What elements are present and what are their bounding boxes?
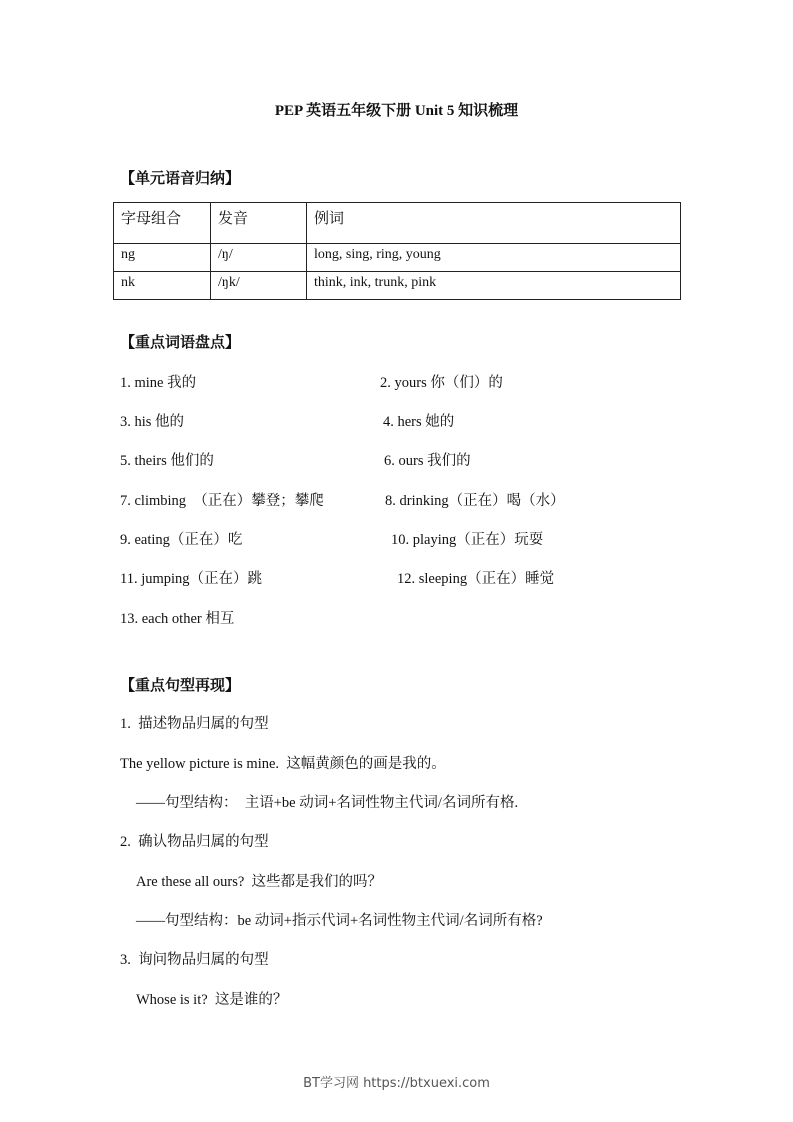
document-title: PEP 英语五年级下册 Unit 5 知识梳理: [274, 103, 519, 119]
vocab-item: 11. jumping（正在）跳: [120, 571, 263, 587]
section-heading-vocab: 【重点词语盘点】: [120, 335, 241, 351]
example-sentence: The yellow picture is mine. 这幅黄颜色的画是我的。: [120, 756, 446, 772]
section-heading-sentences: 【重点句型再现】: [120, 678, 241, 694]
table-row: [114, 244, 681, 272]
sentence-pattern-title: 3. 询问物品归属的句型: [120, 952, 269, 968]
vocab-item: 13. each other 相互: [120, 611, 235, 627]
section-heading-phonics: 【单元语音归纳】: [120, 171, 241, 187]
vocab-item: 9. eating（正在）吃: [120, 532, 243, 548]
header-cell: 例词: [307, 203, 681, 244]
table-cell: think, ink, trunk, pink: [307, 272, 681, 300]
example-sentence: Are these all ours? 这些都是我们的吗？: [136, 874, 383, 890]
table-cell: /ŋk/: [211, 272, 307, 300]
header-cell: 发音: [211, 203, 307, 244]
vocab-item: 8. drinking（正在）喝（水）: [385, 493, 565, 509]
table-cell: long, sing, ring, young: [307, 244, 681, 272]
phonics-table: [113, 202, 681, 300]
sentence-pattern-title: 2. 确认物品归属的句型: [120, 834, 269, 850]
vocab-item: 2. yours 你（们）的: [380, 375, 503, 391]
sentence-structure: ——句型结构：be 动词+指示代词+名词性物主代词/名词所有格?: [136, 913, 543, 929]
table-header-row: [114, 203, 681, 244]
vocab-item: 7. climbing （正在）攀登；攀爬: [120, 493, 324, 509]
sentence-structure: ——句型结构： 主语+be 动词+名词性物主代词/名词所有格.: [136, 795, 519, 811]
table-cell: ng: [114, 244, 211, 272]
table-row: [114, 272, 681, 300]
vocab-item: 1. mine 我的: [120, 375, 197, 391]
table-cell: /ŋ/: [211, 244, 307, 272]
footer-watermark: BT学习网 https://btxuexi.com: [303, 1076, 490, 1091]
table-cell: nk: [114, 272, 211, 300]
vocab-item: 12. sleeping（正在）睡觉: [397, 571, 555, 587]
vocab-item: 6. ours 我们的: [384, 453, 471, 469]
vocab-item: 5. theirs 他们的: [120, 453, 214, 469]
header-cell: 字母组合: [114, 203, 211, 244]
example-sentence: Whose is it? 这是谁的？: [136, 992, 288, 1008]
vocab-item: 4. hers 她的: [383, 414, 455, 430]
vocab-item: 3. his 他的: [120, 414, 185, 430]
sentence-pattern-title: 1. 描述物品归属的句型: [120, 716, 269, 732]
vocab-item: 10. playing（正在）玩耍: [391, 532, 544, 548]
